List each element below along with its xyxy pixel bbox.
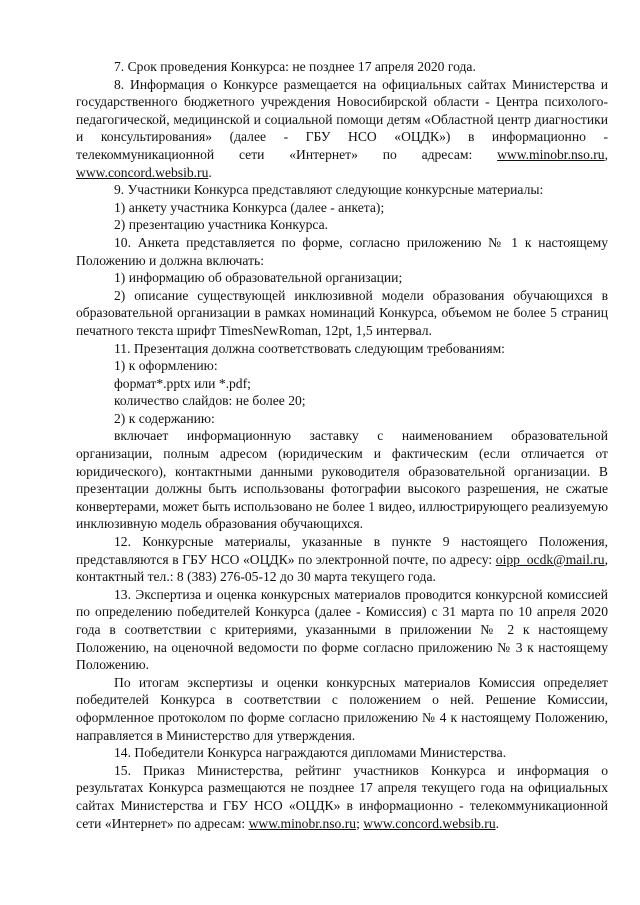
item-11: 11. Презентация должна соответствовать следующим требованиям: <box>114 340 505 356</box>
item-10-1: 1) информацию об образовательной организации; <box>114 270 403 286</box>
email-link[interactable]: oipp_ocdk@mail.ru <box>495 551 605 567</box>
item-10-2: 2) описание существующей инклюзивной модели образования обучающихся в образовательной организации в рамках номинаций Конкурса, объемом не более 5 страниц печатного текста шрифт TimesNewRoman, 12pt, 1,5 интервал. <box>76 287 608 338</box>
item-13: 13. Экспертиза и оценка конкурсных материалов проводится конкурсной комиссией по определению победителей Конкурса (далее - Комиссия) с 31 марта по 10 апреля 2020 года в соответствии с критериями, указанными в приложении № 2 к настоящему Положению, на оценочной ведомости по форме согласно приложению № 3 к настоящему Положению. <box>76 586 608 673</box>
link-concord[interactable]: www.concord.websib.ru <box>76 164 209 180</box>
link-separator: , <box>604 146 608 162</box>
item-11-1: 1) к оформлению: <box>114 358 218 374</box>
link-minobr-2[interactable]: www.minobr.nso.ru <box>248 815 357 831</box>
item-9-1: 1) анкету участника Конкурса (далее - анкета); <box>114 199 385 215</box>
item-15-end: . <box>495 815 500 831</box>
link-concord-2[interactable]: www.concord.websib.ru <box>363 815 496 831</box>
item-12-contact: , контактный тел.: 8 (383) 276-05-12 до 30 марта текущего года. <box>76 551 608 585</box>
item-14: 14. Победители Конкурса награждаются дипломами Министерства. <box>114 745 507 761</box>
item-10: 10. Анкета представляется по форме, согласно приложению № 1 к настоящему Положению и должна включать: <box>76 234 608 268</box>
item-7: 7. Срок проведения Конкурса: не позднее 17 апреля 2020 года. <box>114 59 476 74</box>
item-13-results: По итогам экспертизы и оценки конкурсных материалов Комиссия определяет победителей Конкурса в соответствии с положением о ней. Решение Комиссии, оформленное протоколом по форме согласно приложению № 4 к настоящему Положению, направляется в Министерство для утверждения. <box>76 674 608 743</box>
item-9-2: 2) презентацию участника Конкурса. <box>114 217 329 233</box>
item-12 <box>76 533 608 586</box>
item-15-text: 15. Приказ Министерства, рейтинг участников Конкурса и информация о результатах Конкурса размещаются не позднее 17 апреля текущего года на официальных сайтах Министерства и ГБУ НСО «ОЦДК» в информационно - телекоммуникационной сети «Интернет» по адресам: <box>76 762 608 831</box>
item-11-2a: включает информационную заставку с наименованием образовательной организации, полным адресом (юридическим и фактическим (если отличается от юридического), контактными данными руководителя образовательной организации. В презентации должны быть использованы фотографии высокого разрешения, не сжатые конвертерами, может быть использовано не более 1 видео, иллюстрирующего реализуемую инклюзивную модель образования обучающихся. <box>76 428 608 532</box>
item-8-text: 8. Информация о Конкурсе размещается на официальных сайтах Министерства и государственного бюджетного учреждения Новосибирской области - Центра психолого-педагогической, медицинской и социальной помощи детям «Областной центр диагностики и консультирования» (далее - ГБУ НСО «ОЦДК») в информационно - телекоммуникационной сети «Интернет» по адресам: <box>76 76 608 162</box>
item-11-2: 2) к содержанию: <box>114 410 215 426</box>
item-12-text: 12. Конкурсные материалы, указанные в пункте 9 настоящего Положения, представляются в ГБУ НСО «ОЦДК» по электронной почте, по адресу: <box>76 534 608 567</box>
link-separator-2: ; <box>356 815 364 831</box>
document-page <box>76 58 608 832</box>
item-8-end: . <box>208 164 212 180</box>
item-11-1b: количество слайдов: не более 20; <box>114 393 306 409</box>
item-9: 9. Участники Конкурса представляют следующие конкурсные материалы: <box>114 182 544 198</box>
item-15 <box>76 762 608 832</box>
item-11-1a: формат*.pptx или *.pdf; <box>114 375 251 391</box>
link-minobr[interactable]: www.minobr.nso.ru <box>497 146 605 162</box>
item-8 <box>76 76 608 182</box>
